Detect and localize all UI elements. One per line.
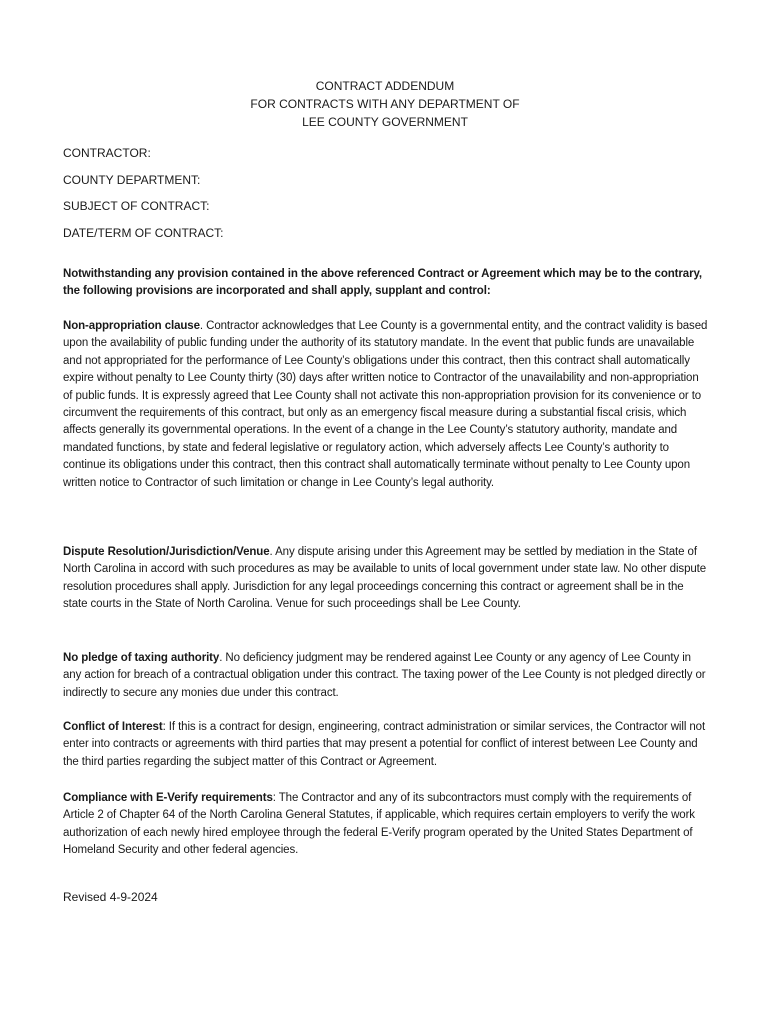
dispute-resolution-clause	[63, 544, 709, 614]
document-title	[0, 77, 770, 131]
date-term-field-label: DATE/TERM OF CONTRACT:	[63, 225, 224, 240]
contractor-field-label: CONTRACTOR:	[63, 146, 151, 160]
subject-field-label: SUBJECT OF CONTRACT:	[63, 199, 210, 213]
county-department-field-label: COUNTY DEPARTMENT:	[63, 172, 201, 187]
revision-date: Revised 4-9-2024	[63, 890, 158, 904]
clause-body: No deficiency judgment may be rendered against Lee County or any agency of Lee County in any action for breach of a contractual obligation under this contract. The taxing power of the Lee County is not pledged directly or indirectly to secure any monies due under this contract.	[63, 652, 706, 699]
clause-body: If this is a contract for design, engineering, contract administration or similar services, the Contractor will not enter into contracts or agreements with third parties that may present a potential for conflict of interest between Lee County and the third parties regarding the subject matter of this Contract or Agreement.	[63, 721, 706, 768]
clause-body: The Contractor and any of its subcontractors must comply with the requirements of Article 2 of Chapter 64 of the North Carolina General Statutes, if applicable, which requires certain employers to verify the work authorization of each newly hired employee through the federal E-Verify program operated by the United States Department of Homeland Security and other federal agencies.	[63, 792, 695, 857]
clause-separator: .	[199, 320, 207, 332]
contract-fields	[63, 145, 223, 251]
clause-heading: Compliance with E-Verify requirements	[63, 792, 273, 804]
clause-body: Any dispute arising under this Agreement may be settled by mediation in the State of North Carolina in accord with such procedures as may be available to units of local government under state law. No other dispute resolution procedures shall apply. Jurisdiction for any legal proceedings concerning this contract or agreement shall be in the state courts in the State of North Carolina. Venue for such proceedings shall be Lee County.	[63, 546, 707, 611]
title-line-2: FOR CONTRACTS WITH ANY DEPARTMENT OF	[250, 97, 520, 111]
non-appropriation-clause	[63, 318, 709, 492]
conflict-of-interest-clause	[63, 719, 709, 771]
intro-paragraph	[63, 266, 709, 301]
title-line-1: CONTRACT ADDENDUM	[315, 79, 455, 93]
clause-separator: :	[272, 792, 279, 804]
clause-body: Contractor acknowledges that Lee County is a governmental entity, and the contract validity is based upon the availability of public funding under the authority of its statutory mandate. In the event that public funds are unavailable and not appropriated for the performance of Lee County’s obligations under this contract, then this contract shall automatically expire without penalty to Lee County thirty (30) days after written notice to Contractor of the unavailability and non-appropriation of public funds. It is expressly agreed that Lee County shall not activate this non-appropriation provision for its convenience or to circumvent the requirements of this contract, but only as an emergency fiscal measure during a substantial fiscal crisis, which affects generally its governmental operations. In the event of a change in the Lee County’s statutory authority, mandate and mandated functions, by state and federal legislative or regulatory action, which adversely affects Lee County’s authority to continue its obligations under this contract, then this contract shall automatically terminate without penalty to Lee County upon written notice to Contractor of such limitation or change in Lee County’s legal authority.	[63, 320, 708, 489]
intro-text: Notwithstanding any provision contained in the above referenced Contract or Agreement which may be to the contrary, the following provisions are incorporated and shall apply, supplant and control:	[63, 268, 702, 298]
clause-separator: .	[219, 652, 226, 664]
clause-heading: Dispute Resolution/Jurisdiction/Venue	[63, 546, 270, 558]
taxing-authority-clause	[63, 650, 709, 702]
clause-heading: Non-appropriation clause	[63, 320, 200, 332]
clause-heading: Conflict of Interest	[63, 721, 163, 733]
clause-heading: No pledge of taxing authority	[63, 652, 220, 664]
e-verify-clause	[63, 790, 709, 860]
clause-separator: .	[269, 546, 276, 558]
clause-separator: :	[162, 721, 169, 733]
title-line-3: LEE COUNTY GOVERNMENT	[302, 115, 468, 129]
